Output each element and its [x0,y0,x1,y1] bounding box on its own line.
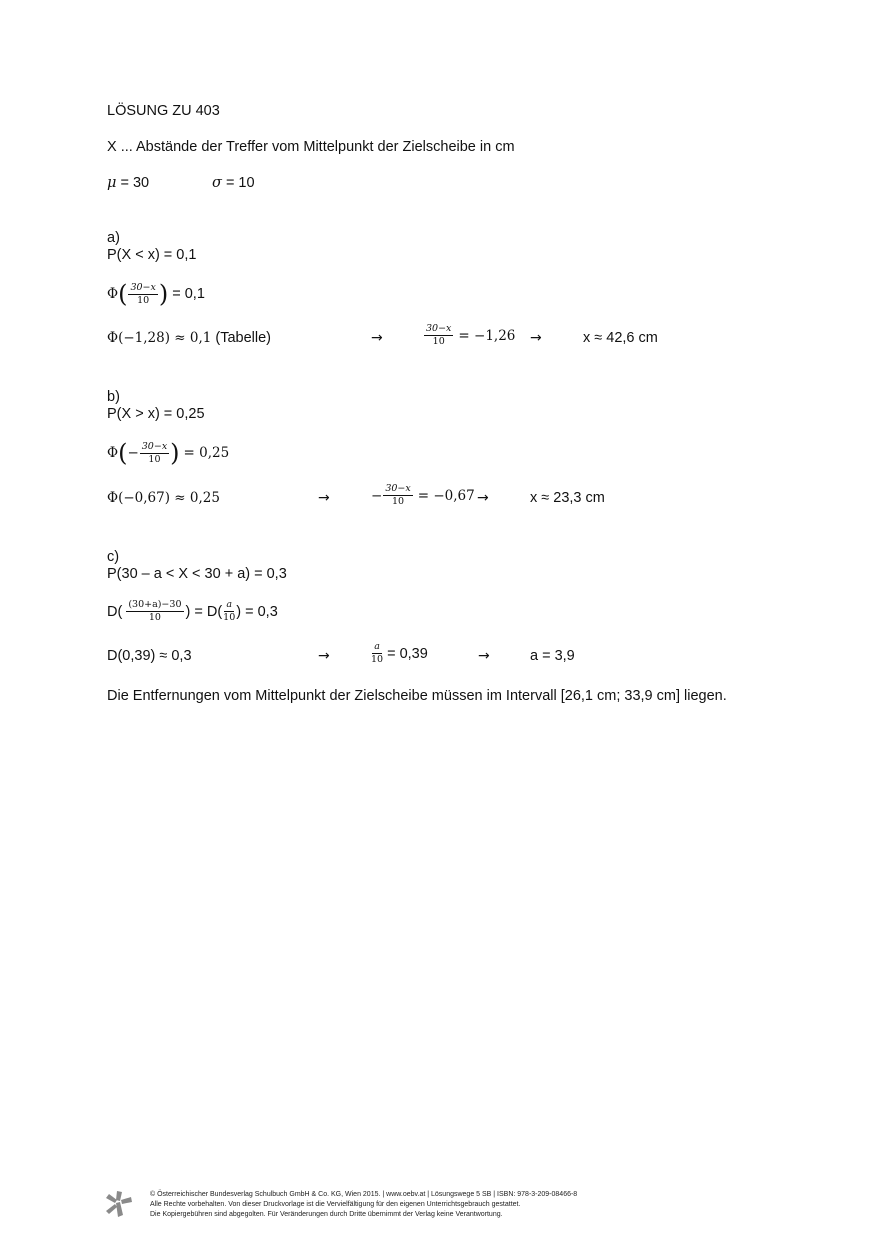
equation-rhs: = 0,39 [387,645,428,662]
fraction-denominator: 10 [148,453,161,465]
rhs: = 0,1 [172,286,205,302]
table-note: (Tabelle) [211,330,271,346]
arrow-icon: → [478,648,490,664]
fraction-denominator: 10 [137,294,150,306]
fraction [371,642,383,665]
conclusion: Die Entfernungen vom Mittelpunkt der Zielscheibe müssen im Intervall [26,1 cm; 33,9 cm] liegen. [107,688,727,704]
sigma-value: = 10 [225,175,255,191]
part-b-table-lookup: Φ(−0,67) ≈ 0,25 [107,490,220,506]
fraction-denominator: 10 [148,612,161,623]
footer-rights: Alle Rechte vorbehalten. Von dieser Druckvorlage ist die Vervielfältigung für den eigenen Unterrichtsgebrauch gestattet. [150,1201,521,1208]
part-c-table-lookup: D(0,39) ≈ 0,3 [107,648,192,664]
page-title: LÖSUNG ZU 403 [107,103,220,119]
arrow-icon: → [530,330,542,346]
part-a-equation [423,324,515,347]
fraction-numerator: 30−x [141,440,168,452]
table-lookup-expression: Φ(−1,28) ≈ 0,1 [107,330,212,346]
fraction-denominator: 10 [432,336,445,347]
fraction [424,324,453,347]
part-b-probability: P(X > x) = 0,25 [107,406,205,422]
fraction [128,283,157,306]
equation-rhs: = −1,26 [458,327,516,344]
mu-value: = 30 [120,175,150,191]
phi-symbol: Φ [107,445,119,461]
arrow-icon: → [318,648,330,664]
part-c-equation [370,642,428,665]
fraction-numerator: 30−x [130,281,156,293]
fraction-numerator: a [226,599,233,610]
equation-rhs: = −0,67 [417,487,475,504]
phi-symbol: Φ [107,286,119,302]
footer-copyright: © Österreichischer Bundesverlag Schulbuch GmbH & Co. KG, Wien 2015. | www.oebv.at | Lösungswege 5 SB | ISBN: 978-3-209-08466-8 [150,1191,578,1198]
part-b-label: b) [107,389,120,405]
fraction-denominator: 10 [391,496,405,507]
right-paren: ) [170,439,180,467]
footer-disclaimer: Die Kopiergebühren sind abgegolten. Für Veränderungen durch Dritte übernimmt der Verlag keine Verantwortung. [150,1211,503,1218]
mu-parameter [107,175,149,191]
d-middle: ) = D( [185,603,223,620]
part-a-table-lookup [107,330,271,346]
left-paren: ( [118,280,128,308]
sigma-symbol: σ [212,175,222,191]
sigma-parameter [212,175,255,191]
fraction-denominator: 10 [371,654,384,665]
rhs: ) = 0,3 [236,603,278,620]
mu-symbol: μ [107,175,117,191]
right-paren: ) [158,280,169,308]
part-a-standardization [107,282,205,306]
fraction-numerator: 30−x [426,323,452,334]
rhs: = 0,25 [183,445,230,461]
part-c-label: c) [107,549,120,565]
part-c-result: a = 3,9 [530,648,575,664]
part-c-probability: P(30 – a < X < 30 + a) = 0,3 [107,566,287,582]
minus-sign: − [127,445,139,461]
part-a-result: x ≈ 42,6 cm [583,330,658,346]
variable-definition: X ... Abstände der Treffer vom Mittelpunkt der Zielscheibe in cm [107,139,515,155]
part-c-standardization [107,600,278,623]
fraction-numerator: (30+a)−30 [128,599,182,610]
publisher-logo-icon [104,1189,134,1219]
arrow-icon: → [371,330,383,346]
fraction [223,600,235,623]
fraction-numerator: 30−x [385,483,411,494]
fraction [383,484,412,507]
part-a-probability: P(X < x) = 0,1 [107,247,197,263]
minus-sign: − [371,487,383,504]
fraction-denominator: 10 [223,612,236,623]
fraction [126,600,183,623]
fraction-numerator: a [374,641,380,652]
fraction [140,442,169,465]
part-b-standardization [107,441,229,465]
d-open: D( [107,603,123,620]
arrow-icon: → [477,490,489,506]
part-b-result: x ≈ 23,3 cm [530,490,605,506]
left-paren: ( [118,439,128,467]
part-b-equation [371,484,475,507]
arrow-icon: → [318,490,330,506]
part-a-label: a) [107,230,120,246]
footer [150,1190,577,1220]
